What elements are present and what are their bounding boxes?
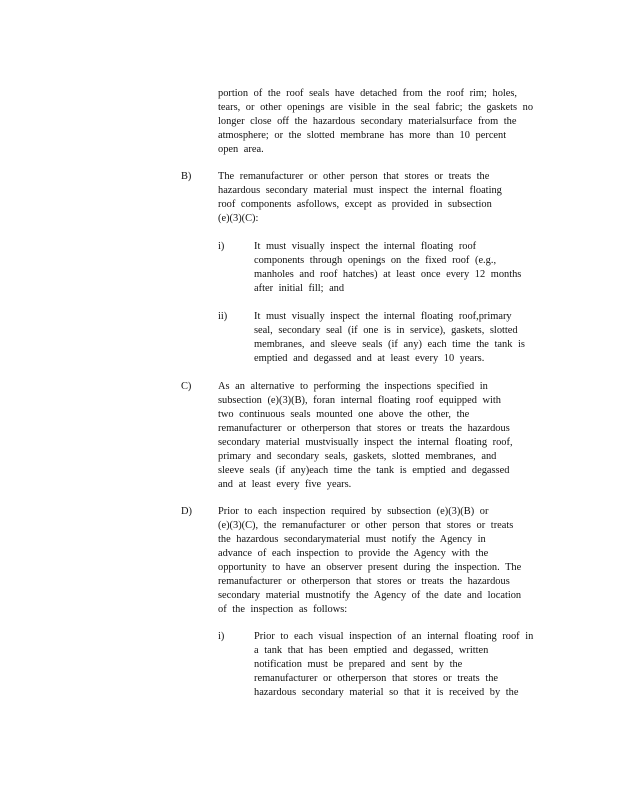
text-line: after initial fill; and (254, 283, 345, 294)
text-line: primary and secondary seals, gaskets, slotted membranes, and (218, 451, 497, 462)
text-line: atmosphere; or the slotted membrane has more than 10 percent (218, 130, 507, 141)
text-line: notification must be prepared and sent by the (254, 659, 463, 670)
text-line: seal, secondary seal (if one is in service), gaskets, slotted (254, 325, 518, 336)
text-line: roof components asfollows, except as provided in subsection (218, 199, 492, 210)
text-line: advance of each inspection to provide the Agency with the (218, 548, 489, 559)
text-line: membranes, and sleeve seals (if any) each time the tank is (254, 339, 525, 350)
subsection-label: i) (218, 241, 225, 252)
text-line: tears, or other openings are visible in the seal fabric; the gaskets no (218, 102, 534, 113)
text-line: opportunity to have an observer present during the inspection. The (218, 562, 522, 573)
text-line: a tank that has been emptied and degassed, written (254, 645, 489, 656)
text-line: sleeve seals (if any)each time the tank is emptied and degassed (218, 465, 510, 476)
text-line: the hazardous secondarymaterial must notify the Agency in (218, 534, 486, 545)
text-line: It must visually inspect the internal floating roof (254, 241, 477, 252)
text-line: secondary material mustvisually inspect the internal floating roof, (218, 437, 513, 448)
text-line: longer close off the hazardous secondary materialsurface from the (218, 116, 517, 127)
text-line: portion of the roof seals have detached from the roof rim; holes, (218, 88, 518, 99)
text-line: (e)(3)(C): (218, 213, 259, 224)
section-label: B) (181, 171, 192, 182)
text-line: hazardous secondary material so that it is received by the (254, 687, 519, 698)
text-line: hazardous secondary material must inspect the internal floating (218, 185, 502, 196)
text-line: secondary material mustnotify the Agency of the date and location (218, 590, 522, 601)
text-line: and at least every five years. (218, 479, 352, 490)
text-line: remanufacturer or otherperson that stores or treats the hazardous (218, 423, 510, 434)
section-label: D) (181, 506, 192, 517)
text-line: manholes and roof hatches) at least once every 12 months (254, 269, 522, 280)
text-line: Prior to each visual inspection of an internal floating roof in (254, 631, 534, 642)
text-line: of the inspection as follows: (218, 604, 348, 615)
subsection-label: i) (218, 631, 225, 642)
text-line: It must visually inspect the internal floating roof,primary (254, 311, 512, 322)
text-line: remanufacturer or otherperson that stores or treats the hazardous (218, 576, 510, 587)
subsection-label: ii) (218, 311, 228, 322)
text-line: open area. (218, 144, 264, 155)
text-line: components through openings on the fixed roof (e.g., (254, 255, 497, 266)
text-line: subsection (e)(3)(B), foran internal floating roof equipped with (218, 395, 501, 406)
text-line: (e)(3)(C), the remanufacturer or other person that stores or treats (218, 520, 514, 531)
section-label: C) (181, 381, 192, 392)
text-line: Prior to each inspection required by subsection (e)(3)(B) or (218, 506, 489, 517)
text-line: The remanufacturer or other person that stores or treats the (218, 171, 490, 182)
text-line: emptied and degassed and at least every 10 years. (254, 353, 485, 364)
text-line: two continuous seals mounted one above the other, the (218, 409, 470, 420)
text-line: remanufacturer or otherperson that stores or treats the (254, 673, 499, 684)
text-line: As an alternative to performing the inspections specified in (218, 381, 488, 392)
